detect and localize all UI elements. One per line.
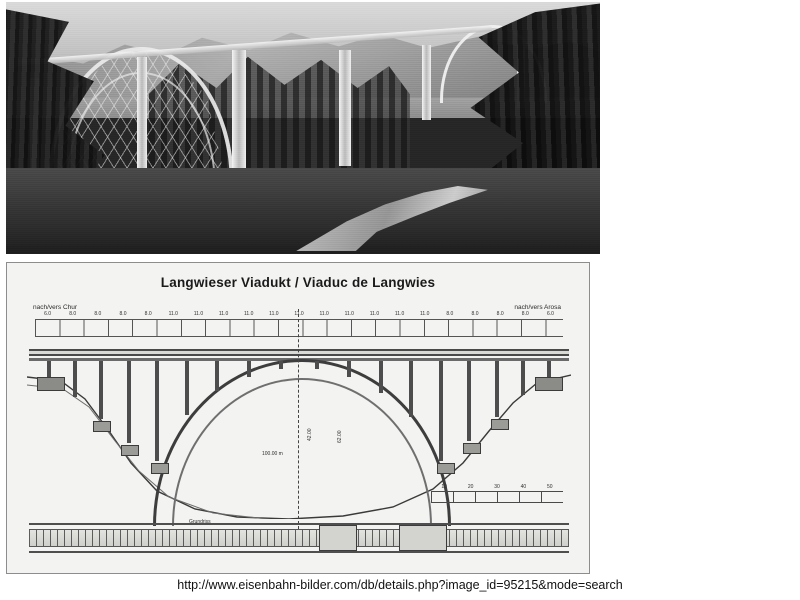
dimension-value: 8.0 [446,311,454,317]
pier-footing [437,463,455,474]
dimension-value: 8.0 [144,311,152,317]
plan-label: Grundriss [189,519,211,525]
scale-tick-label: 30 [494,484,500,490]
elevation-column [215,361,219,391]
elevation-column [495,361,499,417]
dimension-value: 11.0 [369,311,380,317]
dimension-value: 8.0 [521,311,529,317]
scale-tick-label: 40 [520,484,527,490]
construction-photograph [6,2,600,254]
elevation-column [185,361,189,415]
elevation-column [379,361,383,393]
plan-rail-top [29,523,569,525]
elevation-column [73,361,77,397]
elevation-column [47,361,51,377]
pier-footing [151,463,169,474]
technical-drawing [6,262,590,574]
height-dimension-label: 62.00 [337,430,343,443]
elevation-column [439,361,443,461]
dimension-chain [35,311,563,337]
plan-rail-bottom [29,551,569,553]
scale-tick-label: 20 [467,484,474,490]
drawing-title: Langwieser Viadukt / Viaduc de Langwies [160,275,436,290]
dimension-value: 8.0 [496,311,504,317]
scale-tick-label: 10 [441,484,447,490]
drawing-label-left: nach/vers Chur [33,304,78,311]
plan-arch-section [399,525,447,551]
dimension-value: 6.0 [44,311,52,317]
elevation-deck-girder [29,349,569,356]
dimension-value: 6.0 [546,311,554,317]
dimension-value: 11.0 [394,311,405,317]
span-dimension-label: 100.00 m [262,451,283,457]
dimension-value: 11.0 [420,311,430,317]
pier-footing [121,445,139,456]
dimension-value: 8.0 [94,311,102,317]
dimension-value: 11.0 [319,311,329,317]
dimension-value: 11.0 [218,311,229,317]
drawing-label-right: nach/vers Arosa [514,304,561,311]
dimension-value: 11.0 [168,311,178,317]
plan-arch-section [319,525,357,551]
dimension-value: 11.0 [294,311,304,317]
elevation-column [467,361,471,441]
elevation-column [155,361,159,461]
elevation-column [279,361,283,369]
center-line [298,309,299,529]
elevation-column [247,361,251,377]
plan-deck-hatch [29,529,569,547]
dimension-value: 11.0 [193,311,204,317]
elevation-column [409,361,413,417]
scale-tick-label: 50 [547,484,553,490]
dimension-value: 8.0 [119,311,127,317]
elevation-column [347,361,351,377]
plan-view [29,521,569,561]
pier-footing [463,443,481,454]
dimension-value: 11.0 [244,311,254,317]
rise-dimension-label: 42.00 [307,428,313,441]
photo-film-grain [6,2,600,254]
dimension-value: 8.0 [471,311,479,317]
elevation-column [547,361,551,377]
pier-footing [93,421,111,432]
abutment-left [37,377,65,391]
dimension-value: 8.0 [69,311,77,317]
elevation-column [99,361,103,419]
dimension-value: 11.0 [344,311,354,317]
elevation-column [315,361,319,369]
pier-footing [491,419,509,430]
abutment-right [535,377,563,391]
dimension-value: 11.0 [269,311,279,317]
scale-bar [431,484,563,503]
source-url: http://www.eisenbahn-bilder.com/db/details.php?image_id=95215&mode=search [177,578,623,592]
elevation-column [127,361,131,443]
elevation-column [521,361,525,395]
